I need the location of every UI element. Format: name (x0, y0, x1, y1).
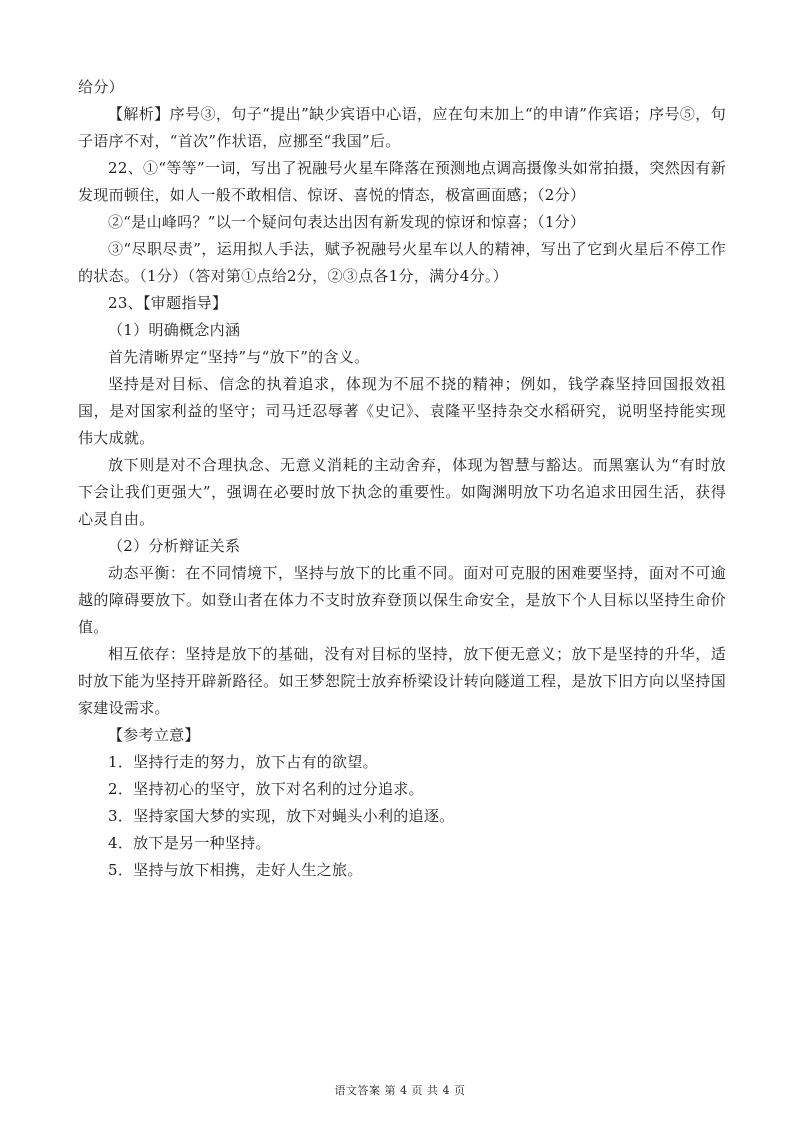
reference-item: 5．坚持与放下相携，走好人生之旅。 (108, 861, 363, 879)
section-1-intro: 首先清晰界定“坚持”与“放下”的含义。 (108, 348, 370, 366)
section-1-paragraph-persistence: 坚持是对目标、信念的执着追求，体现为不屈不挠的精神；例如，钱学森坚持回国报效祖国，是对国家利益的坚守；司马迁忍辱著《史记》、袁隆平坚持杂交水稻研究，说明坚持能实现伟大成就。 (78, 375, 726, 447)
analysis-paragraph: 【解析】序号③，句子“提出”缺少宾语中心语，应在句末加上“的申请”作宾语；序号⑤，句子语序不对，“首次”作状语，应挪至“我国”后。 (78, 105, 726, 150)
q22-item-1: 22、①“等等”一词，写出了祝融号火星车降落在预测地点调高摄像头如常拍摄，突然因有新发现而顿住，如人一般不敢相信、惊讶、喜悦的情态，极富画面感；（2分） (78, 159, 726, 204)
q23-heading: 23、【审题指导】 (108, 294, 228, 312)
q22-item-3: ③“尽职尽责”，运用拟人手法，赋予祝融号火星车以人的精神，写出了它到火星后不停工作的状态。（1分）（答对第①点给2分，②③点各1分，满分4分。） (78, 240, 726, 285)
reference-item: 3．坚持家国大梦的实现，放下对蝇头小利的追逐。 (108, 807, 455, 825)
continuation-text: 给分） (78, 78, 124, 96)
section-1-title: （1）明确概念内涵 (108, 321, 241, 339)
reference-item: 4．放下是另一种坚持。 (108, 834, 271, 852)
reference-item: 1．坚持行走的努力，放下占有的欲望。 (108, 753, 378, 771)
answer-content (78, 74, 726, 884)
page-footer: 语文答案 第 4 页 共 4 页 (334, 1084, 466, 1097)
section-2-paragraph-balance: 动态平衡：在不同情境下，坚持与放下的比重不同。面对可克服的困难要坚持，面对不可逾越的障碍要放下。如登山者在体力不支时放弃登顶以保生命安全，是放下个人目标以坚持生命价值。 (78, 564, 726, 636)
section-1-paragraph-letting-go: 放下则是对不合理执念、无意义消耗的主动舍弃，体现为智慧与豁达。而黑塞认为“有时放下会让我们更强大”，强调在必要时放下执念的重要性。如陶渊明放下功名追求田园生活，获得心灵自由。 (78, 456, 726, 528)
q22-item-2: ②“是山峰吗？”以一个疑问句表达出因有新发现的惊讶和惊喜；（1分） (108, 213, 586, 231)
section-2-paragraph-interdependence: 相互依存：坚持是放下的基础，没有对目标的坚持，放下便无意义；放下是坚持的升华，适时放下能为坚持开辟新路径。如王梦恕院士放弃桥梁设计转向隧道工程，是放下旧方向以坚持国家建设需求。 (78, 645, 726, 717)
reference-item: 2．坚持初心的坚守，放下对名利的过分追求。 (108, 780, 424, 798)
reference-heading: 【参考立意】 (108, 726, 200, 744)
section-2-title: （2）分析辩证关系 (108, 537, 241, 555)
